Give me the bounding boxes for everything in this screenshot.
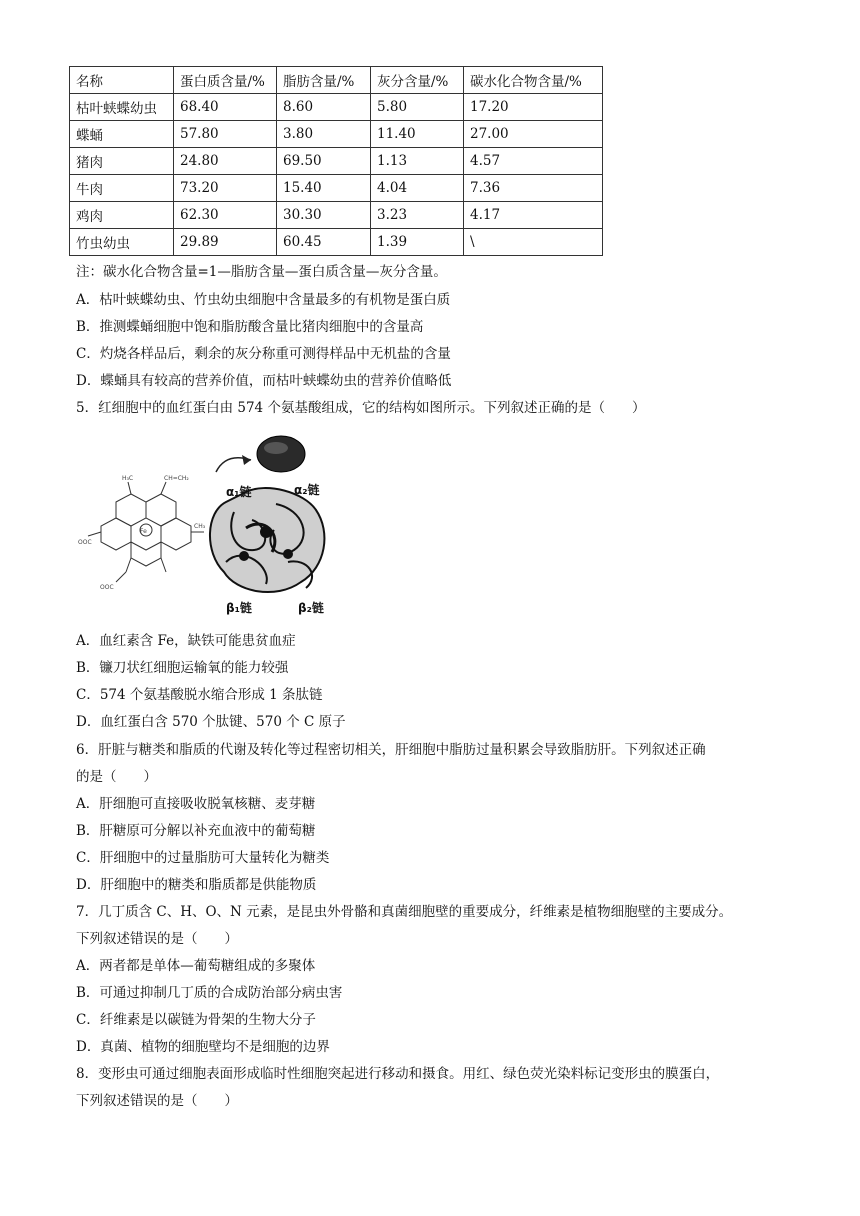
hemoglobin-structure-illustration xyxy=(76,432,336,617)
table-cell: 73.20 xyxy=(174,175,277,202)
q6-stem-line-1: 6．肝脏与糖类和脂质的代谢及转化等过程密切相关，肝细胞中脂肪过量积累会导致脂肪肝。下列叙述正确 xyxy=(76,742,706,758)
beta2-chain-label: β₂链 xyxy=(298,601,324,615)
table-cell: 27.00 xyxy=(464,121,603,148)
svg-text:OOC: OOC xyxy=(78,539,92,546)
table-cell: 60.45 xyxy=(277,229,371,256)
table-cell: 62.30 xyxy=(174,202,277,229)
q6-option-a: A．肝细胞可直接吸收脱氧核糖、麦芽糖 xyxy=(76,796,316,812)
q7-option-b: B．可通过抑制几丁质的合成防治部分病虫害 xyxy=(76,985,343,1001)
arrow-head xyxy=(242,455,251,465)
table-header-row xyxy=(70,67,603,94)
q6-option-d: D．肝细胞中的糖类和脂质都是供能物质 xyxy=(76,877,317,893)
table-cell: 3.80 xyxy=(277,121,371,148)
q8-stem-line-1: 8．变形虫可通过细胞表面形成临时性细胞突起进行移动和摄食。用红、绿色荧光染料标记变形虫的膜蛋白， xyxy=(76,1066,720,1082)
table-cell: 11.40 xyxy=(371,121,464,148)
alpha2-chain-label: α₂链 xyxy=(294,483,320,497)
table-cell: 牛肉 xyxy=(70,175,174,202)
table-cell: 30.30 xyxy=(277,202,371,229)
table-header-cell: 灰分含量/% xyxy=(371,67,464,94)
table-cell: 24.80 xyxy=(174,148,277,175)
table-header-cell: 碳水化合物含量/% xyxy=(464,67,603,94)
table-cell: \ xyxy=(464,229,603,256)
nutrition-table xyxy=(69,66,603,256)
table-note: 注：碳水化合物含量=1—脂肪含量—蛋白质含量—灰分含量。 xyxy=(76,264,447,280)
table-header-cell: 蛋白质含量/% xyxy=(174,67,277,94)
svg-text:Fe: Fe xyxy=(140,528,147,535)
table-cell: 竹虫幼虫 xyxy=(70,229,174,256)
hemoglobin-figure xyxy=(76,432,336,617)
q4-option-a: A．枯叶蛱蝶幼虫、竹虫幼虫细胞中含量最多的有机物是蛋白质 xyxy=(76,292,451,308)
table-cell: 15.40 xyxy=(277,175,371,202)
table-row xyxy=(70,121,603,148)
table-cell: 69.50 xyxy=(277,148,371,175)
protein-chains xyxy=(210,488,324,592)
q6-option-b: B．肝糖原可分解以补充血液中的葡萄糖 xyxy=(76,823,316,839)
q5-option-b: B．镰刀状红细胞运输氧的能力较强 xyxy=(76,660,289,676)
table-cell: 1.13 xyxy=(371,148,464,175)
table-header-cell: 脂肪含量/% xyxy=(277,67,371,94)
svg-text:OOC: OOC xyxy=(100,584,114,591)
q4-option-b: B．推测蝶蛹细胞中饱和脂肪酸含量比猪肉细胞中的含量高 xyxy=(76,319,424,335)
q7-stem-line-1: 7．几丁质含 C、H、O、N 元素，是昆虫外骨骼和真菌细胞壁的重要成分，纤维素是植物细胞壁的主要成分。 xyxy=(76,904,733,920)
table-cell: 4.57 xyxy=(464,148,603,175)
table-cell: 57.80 xyxy=(174,121,277,148)
q8-stem-line-2: 下列叙述错误的是（ ） xyxy=(76,1093,238,1109)
svg-text:H₃C: H₃C xyxy=(122,475,134,482)
q7-option-d: D．真菌、植物的细胞壁均不是细胞的边界 xyxy=(76,1039,330,1055)
table-row xyxy=(70,94,603,121)
table-cell: 蝶蛹 xyxy=(70,121,174,148)
table-cell: 68.40 xyxy=(174,94,277,121)
table-cell: 猪肉 xyxy=(70,148,174,175)
q5-stem: 5．红细胞中的血红蛋白由 574 个氨基酸组成，它的结构如图所示。下列叙述正确的是（ ） xyxy=(76,400,646,416)
table-cell: 枯叶蛱蝶幼虫 xyxy=(70,94,174,121)
q4-option-d: D．蝶蛹具有较高的营养价值，而枯叶蛱蝶幼虫的营养价值略低 xyxy=(76,373,452,389)
beta1-chain-label: β₁链 xyxy=(226,601,252,615)
q6-stem-line-2: 的是（ ） xyxy=(76,769,157,785)
table-cell: 4.04 xyxy=(371,175,464,202)
q7-option-a: A．两者都是单体—葡萄糖组成的多聚体 xyxy=(76,958,316,974)
svg-text:CH₃: CH₃ xyxy=(194,523,206,530)
table-row xyxy=(70,229,603,256)
table-header-cell: 名称 xyxy=(70,67,174,94)
table-cell: 5.80 xyxy=(371,94,464,121)
table-row xyxy=(70,148,603,175)
q7-option-c: C．纤维素是以碳链为骨架的生物大分子 xyxy=(76,1012,316,1028)
table-cell: 7.36 xyxy=(464,175,603,202)
sphere-highlight xyxy=(264,442,288,454)
table-cell: 鸡肉 xyxy=(70,202,174,229)
alpha1-chain-label: α₁链 xyxy=(226,485,252,499)
table-cell: 4.17 xyxy=(464,202,603,229)
table-cell: 8.60 xyxy=(277,94,371,121)
table-row xyxy=(70,202,603,229)
q4-option-c: C．灼烧各样品后，剩余的灰分称重可测得样品中无机盐的含量 xyxy=(76,346,451,362)
q7-stem-line-2: 下列叙述错误的是（ ） xyxy=(76,931,238,947)
svg-text:CH=CH₂: CH=CH₂ xyxy=(164,475,189,482)
q5-option-c: C．574 个氨基酸脱水缩合形成 1 条肽链 xyxy=(76,687,323,703)
table-cell: 17.20 xyxy=(464,94,603,121)
q5-option-d: D．血红蛋白含 570 个肽键、570 个 C 原子 xyxy=(76,714,346,730)
table-cell: 1.39 xyxy=(371,229,464,256)
table-cell: 29.89 xyxy=(174,229,277,256)
heme-sphere xyxy=(257,436,305,472)
q6-option-c: C．肝细胞中的过量脂肪可大量转化为糖类 xyxy=(76,850,330,866)
table-cell: 3.23 xyxy=(371,202,464,229)
q5-option-a: A．血红素含 Fe，缺铁可能患贫血症 xyxy=(76,633,296,649)
table-row xyxy=(70,175,603,202)
